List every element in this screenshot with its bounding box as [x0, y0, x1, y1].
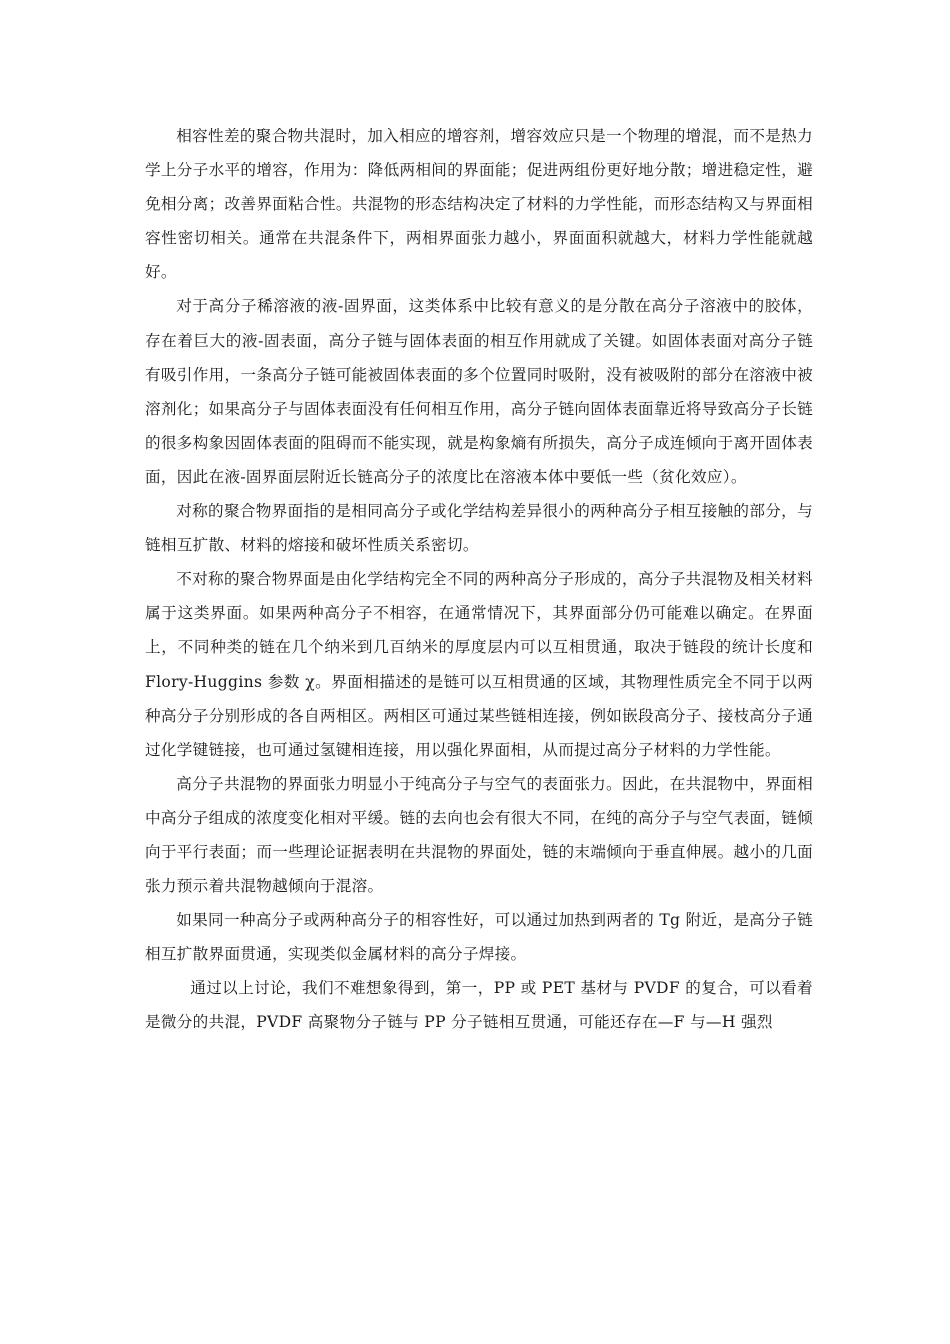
paragraph-conclusion: 通过以上讨论，我们不难想象得到，第一，PP 或 PET 基材与 PVDF 的复合，可以看着是微分的共混，PVDF 高聚物分子链与 PP 分子链相互贯通，可能还存在—F 与—H 强烈	[145, 979, 813, 1032]
paragraph-asymmetric-interface: 不对称的聚合物界面是由化学结构完全不同的两种高分子形成的，高分子共混物及相关材料属于这类界面。如果两种高分子不相容，在通常情况下，其界面部分仍可能难以确定。在界面上，不同种类的链在几个纳米到几百纳米的厚度层内可以互相贯通，取决于链段的统计长度和 Flory-Huggins 参数 χ。界面相描述的是链可以互相贯通的区域，其物理性质完全不同于以两种高分子分别形成的各自两相区。两相区可通过某些链相连接，例如嵌段高分子、接枝高分子通过化学键链接，也可通过氢键相连接，用以强化界面相，从而提过高分子材料的力学性能。	[145, 570, 813, 759]
document-body	[145, 119, 813, 1040]
paragraph-polymer-welding: 如果同一种高分子或两种高分子的相容性好，可以通过加热到两者的 Tg 附近，是高分子链相互扩散界面贯通，实现类似金属材料的高分子焊接。	[145, 911, 813, 964]
paragraph-compatibilizer: 相容性差的聚合物共混时，加入相应的增容剂，增容效应只是一个物理的增混，而不是热力学上分子水平的增容，作用为：降低两相间的界面能；促进两组份更好地分散；增进稳定性，避免相分离；改善界面粘合性。共混物的形态结构决定了材料的力学性能，而形态结构又与界面相容性密切相关。通常在共混条件下，两相界面张力越小，界面面积就越大，材料力学性能就越好。	[145, 127, 813, 282]
paragraph-liquid-solid-interface: 对于高分子稀溶液的液-固界面，这类体系中比较有意义的是分散在高分子溶液中的胶体，存在着巨大的液-固表面，高分子链与固体表面的相互作用就成了关键。如固体表面对高分子链有吸引作用，一条高分子链可能被固体表面的多个位置同时吸附，没有被吸附的部分在溶液中被溶剂化；如果高分子与固体表面没有任何相互作用，高分子链向固体表面靠近将导致高分子长链的很多构象因固体表面的阻碍而不能实现，就是构象熵有所损失，高分子成连倾向于离开固体表面，因此在液-固界面层附近长链高分子的浓度比在溶液本体中要低一些（贫化效应）。	[145, 297, 813, 486]
paragraph-symmetric-interface: 对称的聚合物界面指的是相同高分子或化学结构差异很小的两种高分子相互接触的部分，与链相互扩散、材料的熔接和破坏性质关系密切。	[145, 502, 813, 555]
paragraph-interfacial-tension: 高分子共混物的界面张力明显小于纯高分子与空气的表面张力。因此，在共混物中，界面相中高分子组成的浓度变化相对平缓。链的去向也会有很大不同，在纯的高分子与空气表面，链倾向于平行表面；而一些理论证据表明在共混物的界面处，链的末端倾向于垂直伸展。越小的几面张力预示着共混物越倾向于混溶。	[145, 774, 813, 896]
